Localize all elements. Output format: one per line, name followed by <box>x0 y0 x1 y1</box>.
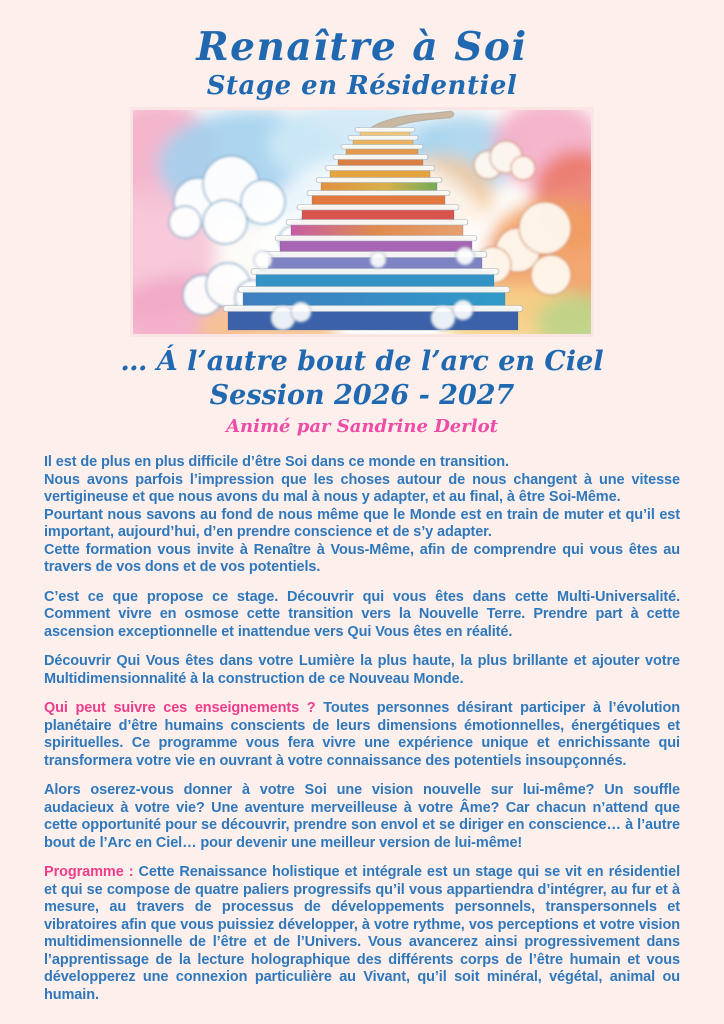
stage-paragraph: C’est ce que propose ce stage. Découvrir qui vous êtes dans cette Multi-Universalité. Comment vivre en osmose cette transition vers la Nouvelle Terre. Prendre part à cette ascension exceptionnelle et inattendue vers Qui Vous êtes en réalité. <box>44 588 680 640</box>
tagline: … Á l’autre bout de l’arc en Ciel <box>120 345 604 377</box>
intro-line-3: Pourtant nous savons au fond de nous même que le Monde est en train de muter et qu’il est important, aujourd’hui, d’en prendre conscience et de s’y adapter. <box>44 506 680 541</box>
page-title: Renaître à Soi <box>196 24 528 70</box>
session-line: Session 2026 - 2027 <box>209 380 515 412</box>
audience-question-lead: Qui peut suivre ces enseignements ? <box>44 700 324 717</box>
audience-paragraph <box>44 700 680 770</box>
page-subtitle: Stage en Résidentiel <box>206 70 518 101</box>
facilitator-line: Animé par Sandrine Derlot <box>226 415 498 437</box>
programme-lead: Programme : <box>44 864 139 881</box>
audience-text: Toutes personnes désirant participer à l’évolution planétaire d’être humains conscients de leurs dimensions émotionnelles, énergétiques et spirituelles. Ce programme vous fera vivre une expérience unique et enrichissante qui transformera votre vie en ouvrant à votre connaissance des potentiels insoupçonnés. <box>44 700 680 769</box>
programme-text: Cette Renaissance holistique et intégrale est un stage qui se vit en résidentiel et qui se compose de quatre paliers progressifs qu’il vous appartiendra d’intégrer, au fur et à mesure, au travers de processus de développements personnels, transpersonnels et vibratoires afin que vous puissiez développer, à votre rythme, vos perceptions et votre vision multidimensionnelle de l’être et de l’Univers. Vous avancerez ainsi progressivement dans l’apprentissage de la lecture holographique des différents corps de l’être humain et vous développerez une connexion particulière au Vivant, qu’il soit minéral, végétal, animal ou humain. <box>44 864 680 1003</box>
body-text <box>44 454 680 1004</box>
intro-line-1: Il est de plus en plus difficile d’être Soi dans ce monde en transition. <box>44 454 509 471</box>
stairway-hero-image <box>133 110 591 334</box>
stairway-watercolor-illustration <box>133 110 591 334</box>
intro-paragraph <box>44 454 680 577</box>
programme-paragraph <box>44 864 680 1004</box>
lumiere-paragraph: Découvrir Qui Vous êtes dans votre Lumière la plus haute, la plus brillante et ajouter votre Multidimensionnalité à la construction de ce Nouveau Monde. <box>44 653 680 687</box>
intro-line-2: Nous avons parfois l’impression que les choses autour de nous changent à une vitesse vertigineuse et que nous avons du mal à nous y adapter, et au final, à être Soi-Même. <box>44 471 680 506</box>
flyer-header <box>0 24 724 102</box>
invitation-paragraph: Alors oserez-vous donner à votre Soi une vision nouvelle sur lui-même? Un souffle audacieux à votre vie? Une aventure merveilleuse à votre Âme? Car chacun n’attend que cette opportunité pour se découvrir, prendre son envol et se diriger en conscience… à l’autre bout de l’Arc en Ciel… pour devenir une meilleur version de lui-même! <box>44 782 680 851</box>
intro-line-4: Cette formation vous invite à Renaître à Vous-Même, afin de comprendre qui vous êtes au travers de vos dons et de vos potentiels. <box>44 541 680 576</box>
